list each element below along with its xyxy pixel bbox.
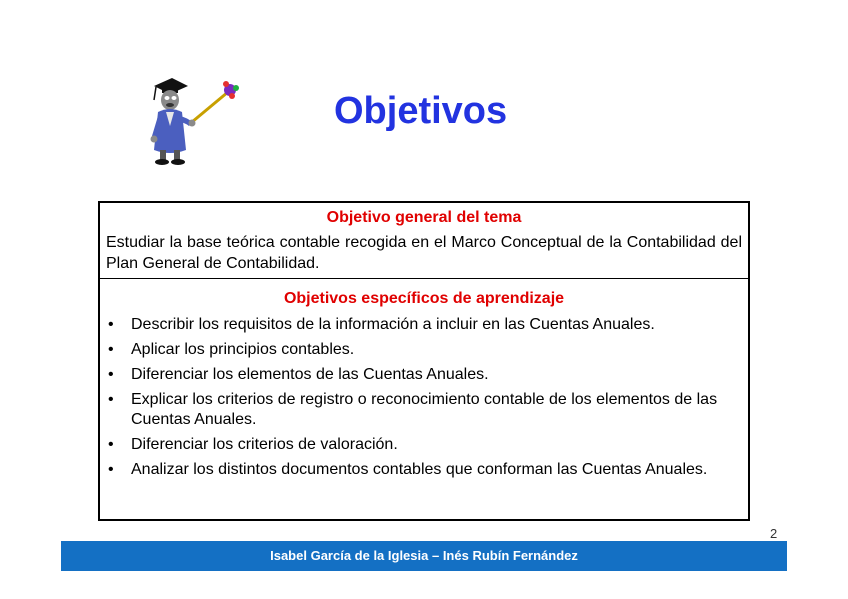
- specific-objectives-section: [100, 279, 748, 480]
- list-item-text: Aplicar los principios contables.: [131, 341, 355, 358]
- list-item-text: Analizar los distintos documentos contables que conforman las Cuentas Anuales.: [131, 461, 708, 478]
- specific-objectives-heading: Objetivos específicos de aprendizaje: [283, 290, 565, 307]
- bullet-icon: •: [108, 341, 114, 358]
- objectives-box: [98, 201, 750, 521]
- general-objective-text: Estudiar la base teórica contable recogida en el Marco Conceptual de la Contabilidad del Plan General de Contabilidad.: [106, 234, 742, 272]
- list-item-text: Describir los requisitos de la información a incluir en las Cuentas Anuales.: [131, 316, 655, 333]
- graduate-with-pointer-icon: [140, 70, 250, 170]
- general-objective-section: [100, 203, 748, 279]
- list-item: [106, 315, 742, 335]
- bullet-icon: •: [108, 461, 114, 478]
- list-item: [106, 340, 742, 360]
- page-number: 2: [770, 526, 778, 541]
- bullet-icon: •: [108, 316, 114, 333]
- bullet-icon: •: [108, 391, 114, 408]
- bullet-icon: •: [108, 436, 114, 453]
- bullet-icon: •: [108, 366, 114, 383]
- list-item: [106, 435, 742, 455]
- specific-objectives-list: [106, 315, 742, 480]
- footer-bar: Isabel García de la Iglesia – Inés Rubín Fernández: [61, 541, 787, 571]
- list-item: [106, 390, 742, 430]
- slide-title: Objetivos: [334, 90, 508, 132]
- list-item-text: Explicar los criterios de registro o reconocimiento contable de los elementos de las Cuentas Anuales.: [131, 391, 718, 428]
- list-item: [106, 365, 742, 385]
- list-item: [106, 460, 742, 480]
- list-item-text: Diferenciar los criterios de valoración.: [131, 436, 398, 453]
- list-item-text: Diferenciar los elementos de las Cuentas Anuales.: [131, 366, 489, 383]
- general-objective-heading: Objetivo general del tema: [326, 209, 522, 226]
